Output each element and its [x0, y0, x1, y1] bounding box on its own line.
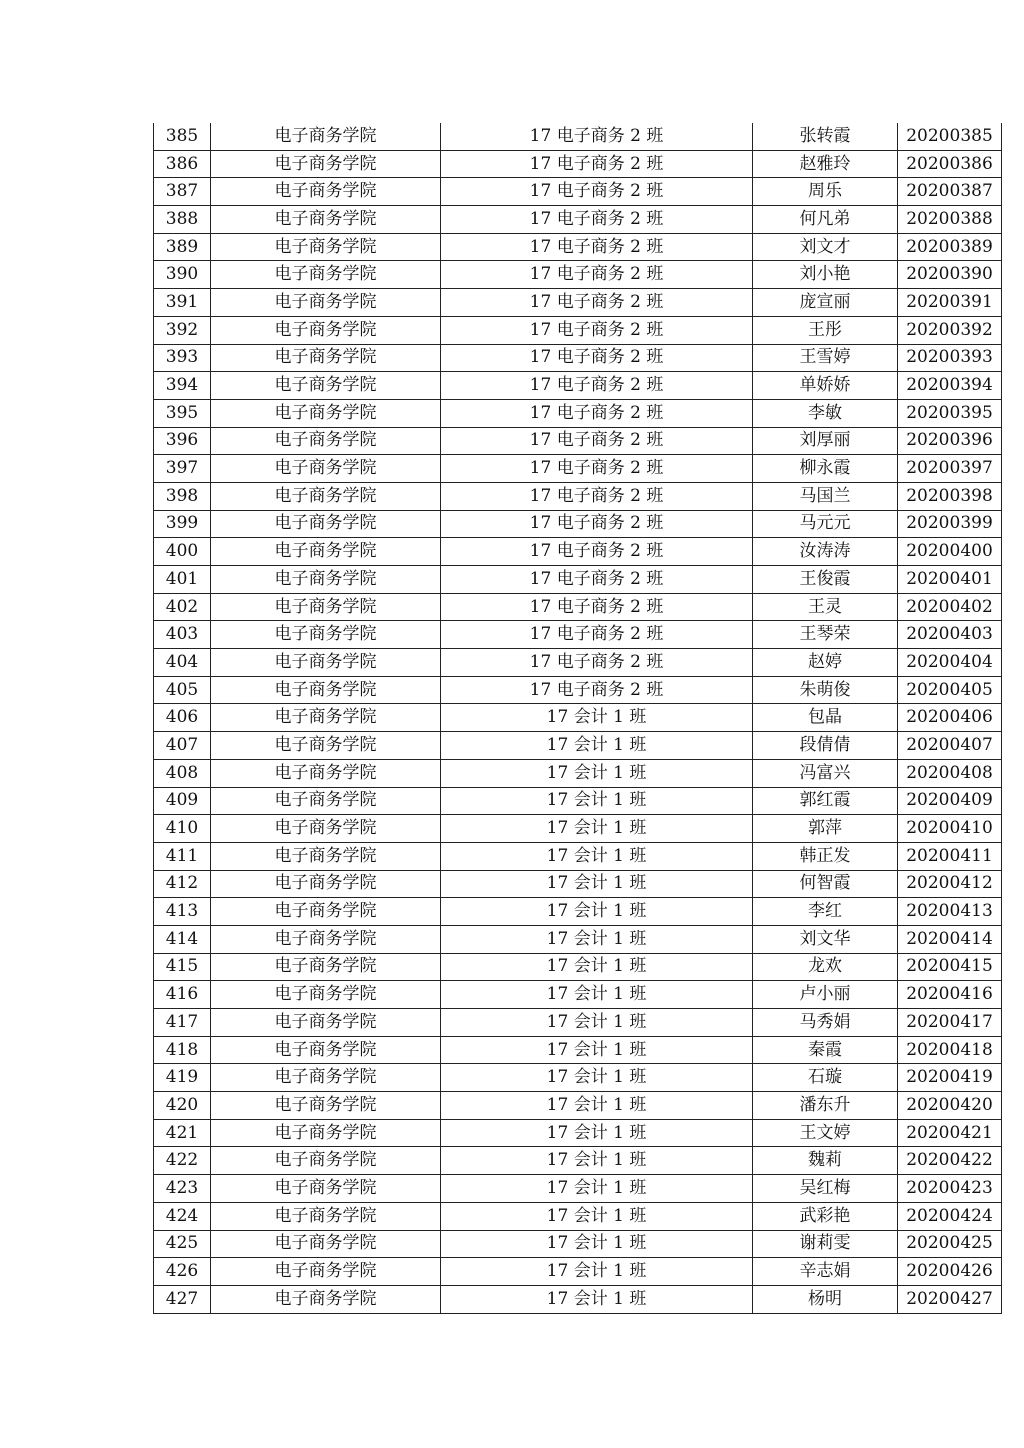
student-id-cell: 20200419 [898, 1064, 1002, 1092]
row-number: 395 [154, 399, 211, 427]
college-cell: 电子商务学院 [211, 178, 441, 206]
row-number: 393 [154, 344, 211, 372]
row-number: 426 [154, 1258, 211, 1286]
college-cell: 电子商务学院 [211, 1258, 441, 1286]
student-name-cell: 马元元 [753, 510, 898, 538]
table-row [154, 732, 1002, 760]
class-cell: 17 电子商务 2 班 [441, 372, 753, 400]
college-cell: 电子商务学院 [211, 123, 441, 150]
row-number: 400 [154, 538, 211, 566]
student-id-cell: 20200417 [898, 1009, 1002, 1037]
college-cell: 电子商务学院 [211, 455, 441, 483]
class-cell: 17 会计 1 班 [441, 925, 753, 953]
class-cell: 17 会计 1 班 [441, 1119, 753, 1147]
student-name-cell: 龙欢 [753, 953, 898, 981]
student-name-cell: 李敏 [753, 399, 898, 427]
row-number: 399 [154, 510, 211, 538]
class-cell: 17 会计 1 班 [441, 1064, 753, 1092]
table-row [154, 399, 1002, 427]
student-name-cell: 冯富兴 [753, 759, 898, 787]
college-cell: 电子商务学院 [211, 206, 441, 234]
table-row [154, 566, 1002, 594]
college-cell: 电子商务学院 [211, 399, 441, 427]
student-id-cell: 20200400 [898, 538, 1002, 566]
class-cell: 17 会计 1 班 [441, 1258, 753, 1286]
student-name-cell: 张转霞 [753, 123, 898, 150]
student-name-cell: 朱萌俊 [753, 676, 898, 704]
student-id-cell: 20200416 [898, 981, 1002, 1009]
student-name-cell: 王文婷 [753, 1119, 898, 1147]
table-row [154, 1119, 1002, 1147]
college-cell: 电子商务学院 [211, 1119, 441, 1147]
table-row [154, 898, 1002, 926]
college-cell: 电子商务学院 [211, 787, 441, 815]
student-name-cell: 王俊霞 [753, 566, 898, 594]
row-number: 417 [154, 1009, 211, 1037]
table-row [154, 1175, 1002, 1203]
row-number: 401 [154, 566, 211, 594]
class-cell: 17 会计 1 班 [441, 1092, 753, 1120]
college-cell: 电子商务学院 [211, 566, 441, 594]
college-cell: 电子商务学院 [211, 316, 441, 344]
class-cell: 17 电子商务 2 班 [441, 455, 753, 483]
student-name-cell: 魏莉 [753, 1147, 898, 1175]
table-row [154, 649, 1002, 677]
table-row [154, 150, 1002, 178]
student-roster-table [153, 123, 1002, 1314]
class-cell: 17 电子商务 2 班 [441, 178, 753, 206]
class-cell: 17 电子商务 2 班 [441, 649, 753, 677]
row-number: 394 [154, 372, 211, 400]
row-number: 405 [154, 676, 211, 704]
class-cell: 17 电子商务 2 班 [441, 510, 753, 538]
college-cell: 电子商务学院 [211, 1147, 441, 1175]
student-name-cell: 李红 [753, 898, 898, 926]
class-cell: 17 电子商务 2 班 [441, 621, 753, 649]
class-cell: 17 电子商务 2 班 [441, 593, 753, 621]
class-cell: 17 电子商务 2 班 [441, 399, 753, 427]
student-id-cell: 20200427 [898, 1285, 1002, 1313]
college-cell: 电子商务学院 [211, 538, 441, 566]
row-number: 421 [154, 1119, 211, 1147]
college-cell: 电子商务学院 [211, 1175, 441, 1203]
class-cell: 17 会计 1 班 [441, 732, 753, 760]
row-number: 385 [154, 123, 211, 150]
student-name-cell: 刘文华 [753, 925, 898, 953]
class-cell: 17 电子商务 2 班 [441, 206, 753, 234]
student-id-cell: 20200385 [898, 123, 1002, 150]
college-cell: 电子商务学院 [211, 1285, 441, 1313]
student-id-cell: 20200391 [898, 289, 1002, 317]
student-id-cell: 20200422 [898, 1147, 1002, 1175]
student-name-cell: 王彤 [753, 316, 898, 344]
student-id-cell: 20200410 [898, 815, 1002, 843]
college-cell: 电子商务学院 [211, 593, 441, 621]
row-number: 406 [154, 704, 211, 732]
student-id-cell: 20200407 [898, 732, 1002, 760]
student-name-cell: 辛志娟 [753, 1258, 898, 1286]
student-name-cell: 赵婷 [753, 649, 898, 677]
table-row [154, 815, 1002, 843]
row-number: 396 [154, 427, 211, 455]
student-id-cell: 20200387 [898, 178, 1002, 206]
class-cell: 17 会计 1 班 [441, 1009, 753, 1037]
row-number: 413 [154, 898, 211, 926]
student-id-cell: 20200389 [898, 233, 1002, 261]
student-id-cell: 20200409 [898, 787, 1002, 815]
class-cell: 17 会计 1 班 [441, 953, 753, 981]
row-number: 391 [154, 289, 211, 317]
college-cell: 电子商务学院 [211, 621, 441, 649]
table-row [154, 1036, 1002, 1064]
row-number: 407 [154, 732, 211, 760]
row-number: 403 [154, 621, 211, 649]
student-id-cell: 20200413 [898, 898, 1002, 926]
class-cell: 17 电子商务 2 班 [441, 427, 753, 455]
student-name-cell: 卢小丽 [753, 981, 898, 1009]
table-row [154, 1009, 1002, 1037]
student-name-cell: 段倩倩 [753, 732, 898, 760]
student-name-cell: 谢莉雯 [753, 1230, 898, 1258]
class-cell: 17 电子商务 2 班 [441, 676, 753, 704]
student-id-cell: 20200411 [898, 842, 1002, 870]
table-row [154, 1230, 1002, 1258]
student-name-cell: 赵雅玲 [753, 150, 898, 178]
student-name-cell: 庞宣丽 [753, 289, 898, 317]
class-cell: 17 电子商务 2 班 [441, 538, 753, 566]
table-row [154, 289, 1002, 317]
row-number: 416 [154, 981, 211, 1009]
student-name-cell: 杨明 [753, 1285, 898, 1313]
class-cell: 17 会计 1 班 [441, 898, 753, 926]
college-cell: 电子商务学院 [211, 1064, 441, 1092]
class-cell: 17 会计 1 班 [441, 1202, 753, 1230]
college-cell: 电子商务学院 [211, 482, 441, 510]
college-cell: 电子商务学院 [211, 649, 441, 677]
class-cell: 17 会计 1 班 [441, 759, 753, 787]
table-row [154, 1064, 1002, 1092]
college-cell: 电子商务学院 [211, 925, 441, 953]
table-row [154, 482, 1002, 510]
class-cell: 17 会计 1 班 [441, 1147, 753, 1175]
table-row [154, 233, 1002, 261]
student-name-cell: 刘文才 [753, 233, 898, 261]
class-cell: 17 会计 1 班 [441, 842, 753, 870]
student-id-cell: 20200393 [898, 344, 1002, 372]
student-id-cell: 20200418 [898, 1036, 1002, 1064]
class-cell: 17 会计 1 班 [441, 1175, 753, 1203]
college-cell: 电子商务学院 [211, 898, 441, 926]
table-row [154, 1092, 1002, 1120]
row-number: 412 [154, 870, 211, 898]
class-cell: 17 会计 1 班 [441, 704, 753, 732]
student-name-cell: 马国兰 [753, 482, 898, 510]
student-name-cell: 柳永霞 [753, 455, 898, 483]
row-number: 408 [154, 759, 211, 787]
row-number: 402 [154, 593, 211, 621]
college-cell: 电子商务学院 [211, 289, 441, 317]
student-name-cell: 秦霞 [753, 1036, 898, 1064]
student-id-cell: 20200401 [898, 566, 1002, 594]
table-row [154, 1258, 1002, 1286]
student-name-cell: 郭萍 [753, 815, 898, 843]
table-row [154, 787, 1002, 815]
college-cell: 电子商务学院 [211, 759, 441, 787]
student-name-cell: 何智霞 [753, 870, 898, 898]
row-number: 409 [154, 787, 211, 815]
table-row [154, 704, 1002, 732]
table-row [154, 1147, 1002, 1175]
class-cell: 17 会计 1 班 [441, 787, 753, 815]
table-row [154, 538, 1002, 566]
student-name-cell: 王灵 [753, 593, 898, 621]
table-row [154, 621, 1002, 649]
student-name-cell: 石璇 [753, 1064, 898, 1092]
row-number: 418 [154, 1036, 211, 1064]
student-name-cell: 刘小艳 [753, 261, 898, 289]
college-cell: 电子商务学院 [211, 870, 441, 898]
college-cell: 电子商务学院 [211, 1230, 441, 1258]
table-row [154, 123, 1002, 150]
student-name-cell: 潘东升 [753, 1092, 898, 1120]
table-row [154, 842, 1002, 870]
student-id-cell: 20200412 [898, 870, 1002, 898]
college-cell: 电子商务学院 [211, 150, 441, 178]
college-cell: 电子商务学院 [211, 233, 441, 261]
class-cell: 17 电子商务 2 班 [441, 566, 753, 594]
student-name-cell: 韩正发 [753, 842, 898, 870]
student-id-cell: 20200399 [898, 510, 1002, 538]
college-cell: 电子商务学院 [211, 815, 441, 843]
class-cell: 17 电子商务 2 班 [441, 261, 753, 289]
student-id-cell: 20200390 [898, 261, 1002, 289]
row-number: 415 [154, 953, 211, 981]
roster-body [154, 123, 1002, 1313]
row-number: 423 [154, 1175, 211, 1203]
row-number: 397 [154, 455, 211, 483]
table-row [154, 510, 1002, 538]
class-cell: 17 电子商务 2 班 [441, 344, 753, 372]
college-cell: 电子商务学院 [211, 953, 441, 981]
row-number: 386 [154, 150, 211, 178]
college-cell: 电子商务学院 [211, 842, 441, 870]
row-number: 425 [154, 1230, 211, 1258]
class-cell: 17 会计 1 班 [441, 1036, 753, 1064]
class-cell: 17 电子商务 2 班 [441, 150, 753, 178]
college-cell: 电子商务学院 [211, 372, 441, 400]
table-row [154, 953, 1002, 981]
student-name-cell: 马秀娟 [753, 1009, 898, 1037]
table-row [154, 925, 1002, 953]
student-id-cell: 20200396 [898, 427, 1002, 455]
table-row [154, 455, 1002, 483]
college-cell: 电子商务学院 [211, 344, 441, 372]
student-name-cell: 周乐 [753, 178, 898, 206]
student-name-cell: 武彩艳 [753, 1202, 898, 1230]
row-number: 388 [154, 206, 211, 234]
college-cell: 电子商务学院 [211, 427, 441, 455]
class-cell: 17 电子商务 2 班 [441, 233, 753, 261]
student-id-cell: 20200404 [898, 649, 1002, 677]
class-cell: 17 会计 1 班 [441, 981, 753, 1009]
table-row [154, 676, 1002, 704]
student-id-cell: 20200425 [898, 1230, 1002, 1258]
student-id-cell: 20200395 [898, 399, 1002, 427]
row-number: 410 [154, 815, 211, 843]
class-cell: 17 会计 1 班 [441, 1230, 753, 1258]
student-name-cell: 王琴荣 [753, 621, 898, 649]
class-cell: 17 电子商务 2 班 [441, 316, 753, 344]
row-number: 411 [154, 842, 211, 870]
row-number: 389 [154, 233, 211, 261]
student-id-cell: 20200426 [898, 1258, 1002, 1286]
student-id-cell: 20200408 [898, 759, 1002, 787]
student-id-cell: 20200423 [898, 1175, 1002, 1203]
table-row [154, 316, 1002, 344]
student-name-cell: 汝涛涛 [753, 538, 898, 566]
class-cell: 17 电子商务 2 班 [441, 482, 753, 510]
student-id-cell: 20200397 [898, 455, 1002, 483]
student-name-cell: 包晶 [753, 704, 898, 732]
college-cell: 电子商务学院 [211, 704, 441, 732]
table-row [154, 178, 1002, 206]
college-cell: 电子商务学院 [211, 510, 441, 538]
row-number: 392 [154, 316, 211, 344]
student-name-cell: 郭红霞 [753, 787, 898, 815]
table-row [154, 206, 1002, 234]
table-row [154, 870, 1002, 898]
student-id-cell: 20200386 [898, 150, 1002, 178]
student-id-cell: 20200406 [898, 704, 1002, 732]
college-cell: 电子商务学院 [211, 1092, 441, 1120]
student-id-cell: 20200403 [898, 621, 1002, 649]
student-id-cell: 20200402 [898, 593, 1002, 621]
class-cell: 17 会计 1 班 [441, 870, 753, 898]
row-number: 427 [154, 1285, 211, 1313]
student-id-cell: 20200424 [898, 1202, 1002, 1230]
student-name-cell: 刘厚丽 [753, 427, 898, 455]
table-row [154, 1285, 1002, 1313]
student-id-cell: 20200415 [898, 953, 1002, 981]
student-id-cell: 20200394 [898, 372, 1002, 400]
student-id-cell: 20200398 [898, 482, 1002, 510]
row-number: 419 [154, 1064, 211, 1092]
student-name-cell: 单娇娇 [753, 372, 898, 400]
table-row [154, 1202, 1002, 1230]
row-number: 424 [154, 1202, 211, 1230]
table-row [154, 981, 1002, 1009]
college-cell: 电子商务学院 [211, 1202, 441, 1230]
student-name-cell: 何凡弟 [753, 206, 898, 234]
row-number: 398 [154, 482, 211, 510]
college-cell: 电子商务学院 [211, 981, 441, 1009]
student-id-cell: 20200421 [898, 1119, 1002, 1147]
student-id-cell: 20200420 [898, 1092, 1002, 1120]
table-row [154, 593, 1002, 621]
table-row [154, 372, 1002, 400]
class-cell: 17 电子商务 2 班 [441, 123, 753, 150]
student-id-cell: 20200414 [898, 925, 1002, 953]
student-id-cell: 20200405 [898, 676, 1002, 704]
table-row [154, 427, 1002, 455]
row-number: 422 [154, 1147, 211, 1175]
row-number: 420 [154, 1092, 211, 1120]
row-number: 387 [154, 178, 211, 206]
college-cell: 电子商务学院 [211, 1009, 441, 1037]
class-cell: 17 会计 1 班 [441, 1285, 753, 1313]
student-id-cell: 20200388 [898, 206, 1002, 234]
row-number: 390 [154, 261, 211, 289]
class-cell: 17 电子商务 2 班 [441, 289, 753, 317]
row-number: 404 [154, 649, 211, 677]
college-cell: 电子商务学院 [211, 261, 441, 289]
student-name-cell: 吴红梅 [753, 1175, 898, 1203]
row-number: 414 [154, 925, 211, 953]
table-row [154, 344, 1002, 372]
college-cell: 电子商务学院 [211, 732, 441, 760]
college-cell: 电子商务学院 [211, 676, 441, 704]
class-cell: 17 会计 1 班 [441, 815, 753, 843]
table-row [154, 759, 1002, 787]
table-row [154, 261, 1002, 289]
college-cell: 电子商务学院 [211, 1036, 441, 1064]
student-id-cell: 20200392 [898, 316, 1002, 344]
student-name-cell: 王雪婷 [753, 344, 898, 372]
